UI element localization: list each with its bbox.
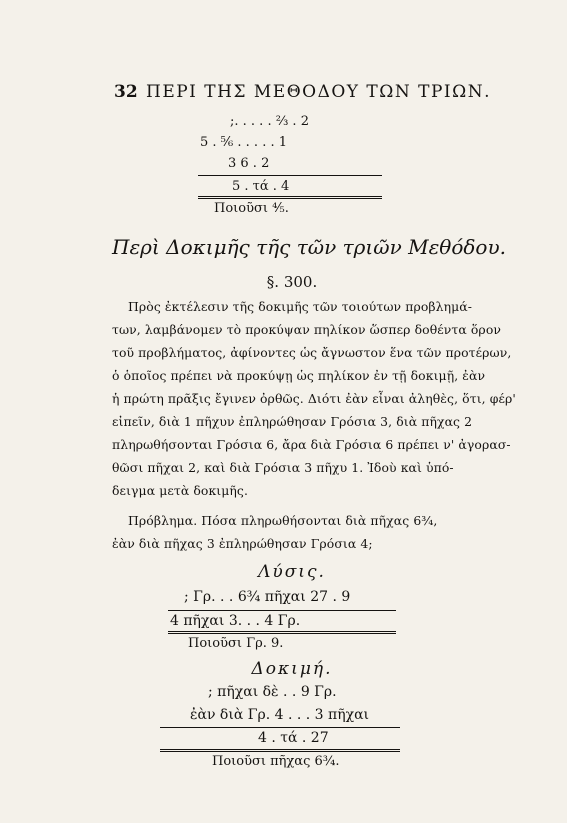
problem-line: ἐὰν διὰ πῆχας 3 ἐπληρώθησαν Γρόσια 4; xyxy=(112,536,373,551)
proof-row-2: ἐὰν διὰ Γρ. 4 . . . 3 πῆχαι xyxy=(190,707,370,723)
paragraph-line: δειγμα μετὰ δοκιμῆς. xyxy=(112,483,249,498)
solution-rule-1 xyxy=(168,610,396,611)
solution-result: Ποιοῦσι Γρ. 9. xyxy=(188,636,284,651)
paragraph-line: ὁ ὁποῖος πρέπει νὰ προκύψῃ ὡς πηλίκον ἐν τῇ δοκιμῇ, ἐὰν xyxy=(112,368,486,383)
paragraph-line: θῶσι πῆχαι 2, καὶ διὰ Γρόσια 3 πῆχυ 1. Ἰδοὺ καὶ ὑπό- xyxy=(112,460,454,475)
calc1-row-3: 3 6 . 2 xyxy=(228,156,270,171)
solution-row-1: ; Γρ. . . 6¾ πῆχαι 27 . 9 xyxy=(184,589,351,605)
page-number: 32 xyxy=(114,82,138,102)
paragraph-line: τοῦ προβλήματος, ἀφίνοντες ὡς ἄγνωστον ἕνα τῶν προτέρων, xyxy=(112,345,512,360)
proof-result: Ποιοῦσι πῆχας 6¾. xyxy=(212,754,340,769)
page-header xyxy=(114,82,491,104)
paragraph-line: εἰπεῖν, διὰ 1 πῆχυν ἐπληρώθησαν Γρόσια 3, διὰ πῆχας 2 xyxy=(112,414,473,429)
paragraph-line: πληρωθήσονται Γρόσια 6, ἄρα διὰ Γρόσια 6 πρέπει ν' ἀγορασ- xyxy=(112,437,511,452)
calc1-row-4: 5 . τά . 4 xyxy=(232,179,290,194)
proof-rule-2 xyxy=(160,749,400,752)
calc1-row-1: ;. . . . . ⅔ . 2 xyxy=(230,114,309,129)
proof-row-3: 4 . τά . 27 xyxy=(258,730,329,746)
solution-row-2: 4 πῆχαι 3. . . 4 Γρ. xyxy=(170,613,301,629)
running-head: ΠΕΡΙ ΤΗΣ ΜΕΘΟΔΟΥ ΤΩΝ ΤΡΙΩΝ. xyxy=(146,82,491,102)
section-title: Περὶ Δοκιμῆς τῆς τῶν τριῶν Μεθόδου. xyxy=(112,235,506,259)
calc1-result: Ποιοῦσι ⁴⁄₅. xyxy=(214,201,289,216)
proof-row-1: ; πῆχαι δὲ . . 9 Γρ. xyxy=(208,684,337,700)
paragraph-line: ἡ πρώτη πρᾶξις ἔγινεν ὀρθῶς. Διότι ἐὰν εἶναι ἀληθὲς, ὅτι, φέρ' xyxy=(112,391,516,406)
calc1-row-2: 5 . ⅚ . . . . . 1 xyxy=(200,135,287,150)
calc1-rule-2 xyxy=(198,196,382,199)
proof-rule-1 xyxy=(160,727,400,728)
solution-rule-2 xyxy=(168,631,396,634)
paragraph-line: των, λαμβάνομεν τὸ προκύψαν πηλίκον ὥσπερ δοθέντα ὅρον xyxy=(112,322,502,337)
proof-heading: Δοκιμή. xyxy=(251,659,333,679)
solution-heading: Λύσις. xyxy=(258,562,326,582)
problem-line: Πρόβλημα. Πόσα πληρωθήσονται διὰ πῆχας 6¾, xyxy=(128,513,438,528)
paragraph-line: Πρὸς ἐκτέλεσιν τῆς δοκιμῆς τῶν τοιούτων προβλημά- xyxy=(128,299,473,314)
calc1-rule-1 xyxy=(198,175,382,176)
section-number: §. 300. xyxy=(266,273,318,291)
